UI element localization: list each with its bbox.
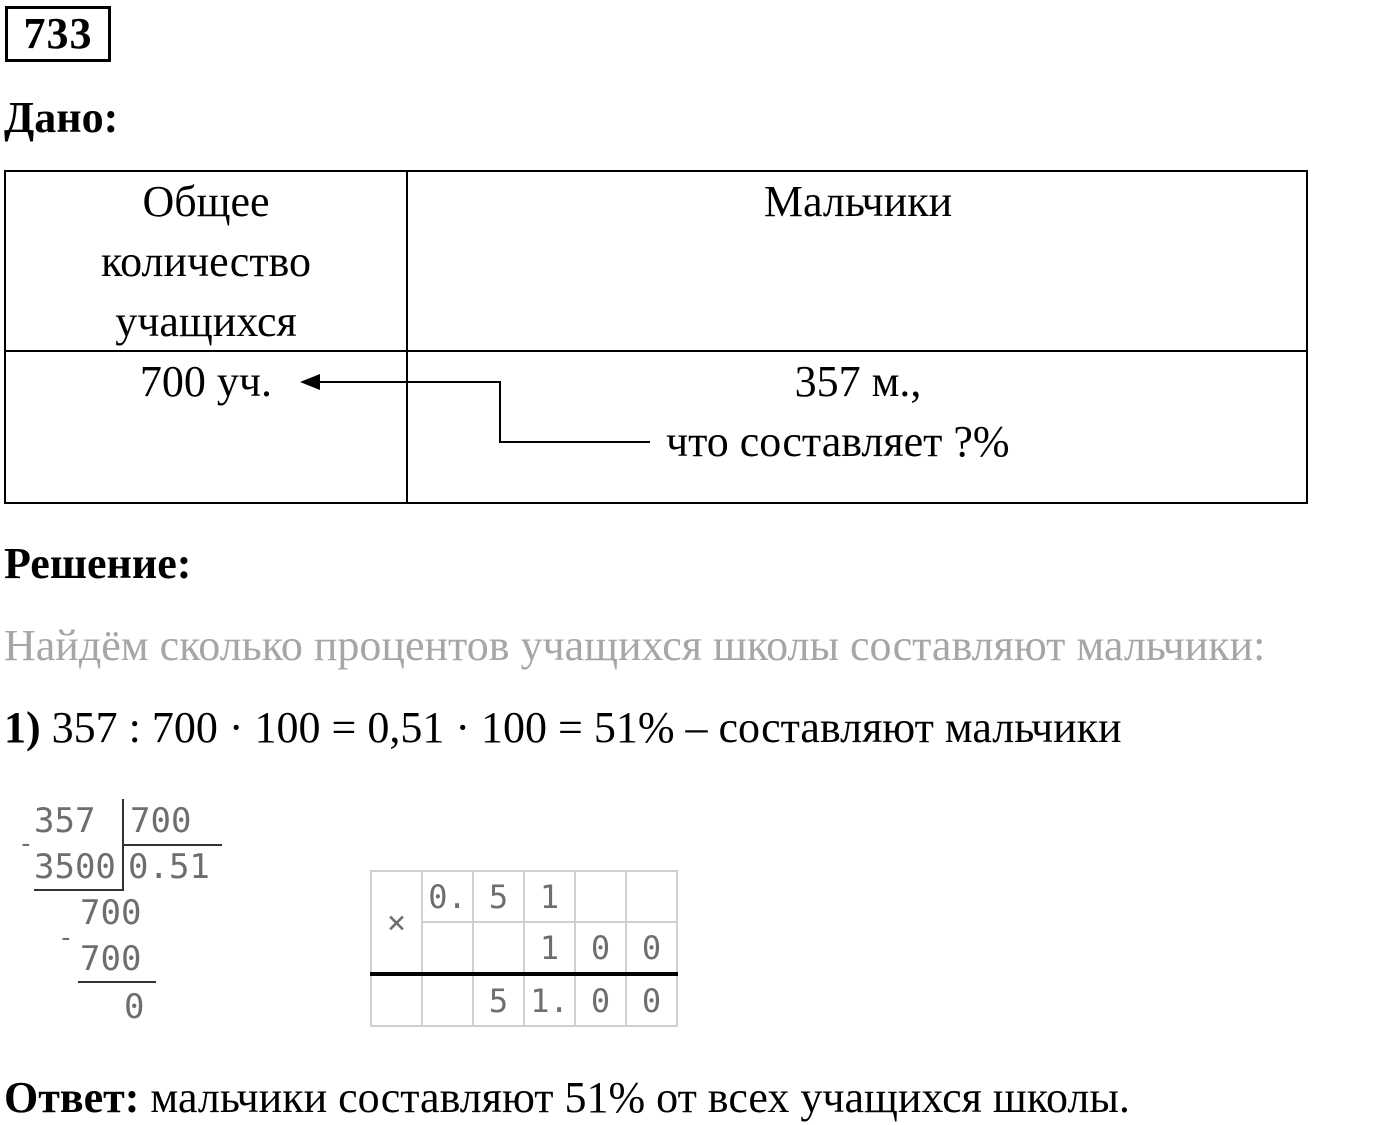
table-cell: 5: [473, 871, 524, 922]
table-cell: [422, 922, 473, 974]
table-cell: 0: [626, 922, 677, 974]
multiply-sign: ×: [371, 871, 422, 974]
solution-intro: Найдём сколько процентов учащихся школы составляют мальчики:: [4, 621, 1266, 670]
step-number: 1): [4, 703, 41, 752]
header-line: Общее: [142, 177, 270, 226]
table-row: [371, 974, 677, 1026]
table-cell: 0: [575, 974, 626, 1026]
table-cell: 1: [524, 871, 575, 922]
table-cell: 1: [524, 922, 575, 974]
table-cell: [575, 871, 626, 922]
division-bar-horizontal: [122, 844, 222, 846]
table-cell: [371, 974, 422, 1026]
divisor: 700: [130, 801, 192, 841]
solution-heading: Решение:: [4, 539, 192, 588]
division-underline-1: [34, 889, 124, 891]
value-total-students: 700 уч.: [139, 357, 273, 406]
table-cell: [473, 922, 524, 974]
multiplication-table: [370, 870, 678, 1027]
given-heading: Дано:: [4, 93, 119, 142]
answer-label: Ответ:: [4, 1073, 140, 1122]
subtrahend-2: 700: [80, 939, 142, 979]
solution-step-1: [4, 702, 1122, 753]
dividend: 357: [34, 801, 96, 841]
minus-sign-1: -: [18, 829, 34, 859]
minus-sign-2: -: [58, 923, 74, 953]
final-remainder: 0: [124, 987, 145, 1027]
value-boys: 357 м.,: [794, 357, 922, 406]
table-cell: [626, 871, 677, 922]
problem-number: 733: [5, 6, 111, 62]
quotient: 0.51: [128, 847, 210, 887]
answer: [4, 1072, 1130, 1123]
division-underline-2: [78, 981, 156, 983]
table-cell: 1.: [524, 974, 575, 1026]
table-cell: 0: [575, 922, 626, 974]
relation-arrow: [0, 0, 1400, 520]
table-cell: 0: [626, 974, 677, 1026]
table-cell: 5: [473, 974, 524, 1026]
subtrahend-1: 3500: [34, 847, 116, 887]
remainder-1: 700: [80, 893, 142, 933]
header-line: количество: [100, 237, 312, 286]
header-line: учащихся: [115, 297, 297, 346]
step-text: 357 : 700 · 100 = 0,51 · 100 = 51% – составляют мальчики: [51, 703, 1122, 752]
answer-text: мальчики составляют 51% от всех учащихся школы.: [139, 1073, 1130, 1122]
table-cell: 0.: [422, 871, 473, 922]
table-cell: [422, 974, 473, 1026]
table-row: [371, 871, 677, 922]
value-boys-percent: что составляет ?%: [666, 417, 1010, 466]
long-division: [0, 795, 260, 1035]
header-boys: Мальчики: [763, 177, 953, 226]
